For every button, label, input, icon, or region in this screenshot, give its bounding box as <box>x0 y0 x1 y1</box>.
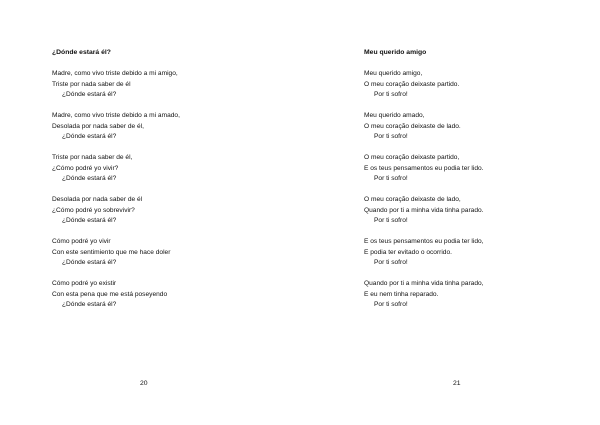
verse-line: E eu nem tinha reparado. <box>364 290 439 298</box>
refrain-line: ¿Dónde estará él? <box>62 91 117 98</box>
verse-line: Meu querido amado, <box>364 112 425 119</box>
verse-line: E os teus pensamentos eu podia ter lido, <box>364 238 484 245</box>
verse-line: Desolada por nada saber de él <box>52 196 143 203</box>
stanza <box>364 195 484 227</box>
verse-line: O meu coração deixaste partido, <box>364 154 460 161</box>
stanza <box>364 153 484 185</box>
refrain-line: Por ti sofro! <box>374 217 408 224</box>
verse-line: Cómo podré yo existir <box>52 280 117 287</box>
refrain-line: ¿Dónde estará él? <box>62 133 117 140</box>
poem-right <box>364 48 484 321</box>
refrain-line: Por ti sofro! <box>374 91 408 98</box>
verse-line: E podia ter evitado o ocorrido. <box>364 248 452 256</box>
stanza <box>52 279 180 311</box>
refrain-line: ¿Dónde estará él? <box>62 259 117 266</box>
verse-line: Meu querido amigo, <box>364 70 423 77</box>
stanza <box>364 111 484 143</box>
refrain-line: Por ti sofro! <box>374 301 408 308</box>
refrain-line: ¿Dónde estará él? <box>62 175 117 182</box>
verse-line: Triste por nada saber de él <box>52 80 131 88</box>
verse-line: Madre, como vivo triste debido a mi amigo, <box>52 70 178 77</box>
stanza <box>364 69 484 101</box>
page-number: 20 <box>140 380 148 387</box>
verse-line: Desolada por nada saber de él, <box>52 122 145 130</box>
stanza <box>52 111 180 143</box>
page-number: 21 <box>453 380 461 387</box>
verse-line: O meu coração deixaste partido. <box>364 80 460 88</box>
refrain-line: ¿Dónde estará él? <box>62 217 117 224</box>
verse-line: Madre, como vivo triste debido a mi amado, <box>52 112 180 119</box>
poem-left <box>52 48 180 321</box>
verse-line: Quando por ti a minha vida tinha parado, <box>364 280 484 287</box>
poem-title: Meu querido amigo <box>364 49 427 56</box>
refrain-line: Por ti sofro! <box>374 175 408 182</box>
verse-line: O meu coração deixaste de lado, <box>364 196 461 203</box>
right-page <box>300 0 600 425</box>
verse-line: Con este sentimiento que me hace doler <box>52 248 171 256</box>
stanza <box>52 195 180 227</box>
verse-line: ¿Cómo podré yo sobrevivir? <box>52 206 135 214</box>
poem-title: ¿Dónde estará él? <box>52 49 111 56</box>
stanza <box>52 69 180 101</box>
verse-line: Cómo podré yo vivir <box>52 238 111 245</box>
refrain-line: Por ti sofro! <box>374 133 408 140</box>
stanza <box>364 279 484 311</box>
stanza <box>52 237 180 269</box>
refrain-line: Por ti sofro! <box>374 259 408 266</box>
stanza <box>364 237 484 269</box>
verse-line: O meu coração deixaste de lado. <box>364 122 461 130</box>
stanza <box>52 153 180 185</box>
verse-line: Triste por nada saber de él, <box>52 154 133 161</box>
refrain-line: ¿Dónde estará él? <box>62 301 117 308</box>
verse-line: E os teus pensamentos eu podia ter lido. <box>364 164 484 172</box>
verse-line: Con esta pena que me está poseyendo <box>52 290 168 298</box>
verse-line: Quando por ti a minha vida tinha parado. <box>364 206 484 214</box>
verse-line: ¿Cómo podré yo vivir? <box>52 164 119 172</box>
